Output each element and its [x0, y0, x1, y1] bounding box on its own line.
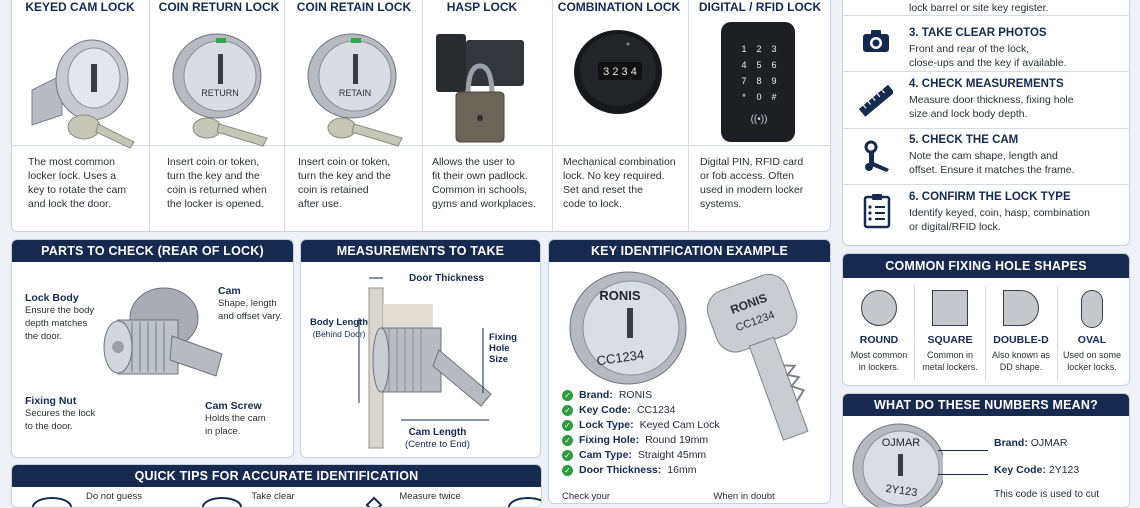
tip-4: Check your — [561, 491, 611, 502]
check-icon: ✓ — [562, 420, 573, 431]
fixing-nut-callout: Fixing Nut Secures the lock to the door. — [25, 395, 96, 432]
keypad-key: 2 — [756, 44, 762, 54]
digital-lock-image — [721, 22, 795, 142]
lock-body-callout: Lock Body Ensure the body depth matches the door. — [25, 292, 95, 342]
keypad-key: * — [742, 92, 746, 102]
cam-length-label: Cam Length (Centre to End) — [405, 427, 470, 450]
lock-name: COIN RETURN LOCK — [158, 0, 280, 14]
step-photos: 3. TAKE CLEAR PHOTOS Front and rear of the lock, close-ups and the key if available. — [843, 16, 1129, 72]
lock-desc: Mechanical combination lock. No key required. Set and reset the code to lock. — [563, 156, 676, 210]
numbers-panel — [842, 393, 1130, 508]
lock-desc: The most common locker lock. Uses a key to rotate the cam and lock the door. — [28, 156, 127, 210]
key-detail-row: ✓ Cam Type: Straight 45mm — [562, 448, 706, 462]
key-detail-row: ✓ Door Thickness: 16mm — [562, 463, 696, 477]
tip-2: Take clear — [251, 491, 295, 502]
steps-panel — [842, 0, 1130, 246]
step-cam: 5. CHECK THE CAM Note the cam shape, length and offset. Ensure it matches the frame. — [843, 129, 1129, 185]
checklist-icon — [863, 193, 891, 229]
ronis-face-brand: RONIS — [599, 288, 641, 303]
key-detail-row: ✓ Fixing Hole: Round 19mm — [562, 433, 708, 447]
tip-1: Do not guess — [86, 491, 142, 502]
tip-5: When in doubt — [713, 491, 775, 502]
round-shape-icon — [861, 290, 897, 326]
lock-desc: Allows the user to fit their own padlock. Common in schools, gyms and workplaces. — [432, 156, 536, 210]
numbers-title: WHAT DO THESE NUMBERS MEAN? — [843, 394, 1129, 416]
keypad-key: # — [771, 92, 777, 102]
shapes-title: COMMON FIXING HOLE SHAPES — [843, 254, 1129, 278]
tip-3: Measure twice — [399, 491, 461, 502]
ruler-icon — [859, 83, 893, 117]
parts-title: PARTS TO CHECK (REAR OF LOCK) — [12, 240, 293, 262]
keypad-key: 4 — [741, 60, 747, 70]
combination-lock-image — [570, 22, 670, 122]
step-partial-text: lock barrel or site key register. — [909, 2, 1049, 14]
ojmar-face-brand: OJMAR — [881, 437, 921, 449]
keypad-key: 5 — [756, 60, 762, 70]
body-length-label: Body Length (Behind Door) — [310, 317, 369, 339]
keypad-key: 1 — [741, 44, 747, 54]
key-detail-row: ✓ Brand: RONIS — [562, 388, 652, 402]
lock-name: HASP LOCK — [446, 0, 518, 14]
check-icon: ✓ — [562, 390, 573, 401]
oval-shape-icon — [1081, 290, 1103, 328]
cam-callout: Cam Shape, length and offset vary. — [218, 285, 283, 322]
combination-digits: 3 2 3 4 — [603, 66, 637, 78]
key-code-line: Key Code: 2Y123 — [994, 464, 1080, 476]
lock-desc: Insert coin or token, turn the key and the coin is returned when the locker is opened. — [167, 156, 267, 210]
camera-icon — [861, 26, 891, 56]
check-icon: ✓ — [562, 405, 573, 416]
step-confirm: 6. CONFIRM THE LOCK TYPE Identify keyed, coin, hasp, combination or digital/RFID lock. — [843, 185, 1129, 241]
step-measurements: 4. CHECK MEASUREMENTS Measure door thickness, fixing hole size and lock body depth. — [843, 73, 1129, 129]
ojmar-lock-face-image — [847, 418, 943, 508]
key-id-title: KEY IDENTIFICATION EXAMPLE — [549, 240, 830, 262]
keypad-key: 0 — [756, 92, 762, 102]
lock-desc: Insert coin or token, turn the key and the coin is retained after use. — [298, 156, 391, 210]
brand-line: Brand: OJMAR — [994, 437, 1068, 449]
ronis-lock-face-image — [565, 268, 695, 398]
ojmar-face-code: 2Y123 — [884, 482, 919, 500]
keypad-key: 7 — [741, 76, 747, 86]
tips-title: QUICK TIPS FOR ACCURATE IDENTIFICATION — [12, 465, 541, 487]
rfid-icon: ((•)) — [750, 114, 768, 125]
measurements-title: MEASUREMENTS TO TAKE — [301, 240, 540, 262]
ronis-key-code: CC1234 — [734, 309, 777, 335]
check-icon: ✓ — [562, 435, 573, 446]
fixing-hole-label: Fixing Hole Size — [489, 332, 517, 365]
lock-name: COMBINATION LOCK — [557, 0, 681, 14]
ronis-face-code: CC1234 — [595, 346, 646, 369]
ronis-key-brand: RONIS — [728, 290, 769, 317]
numbers-note: This code is used to cut — [994, 489, 1100, 500]
measurements-panel — [300, 239, 541, 458]
coin-return-badge: RETURN — [201, 88, 239, 98]
coin-retain-badge: RETAIN — [338, 88, 372, 98]
check-icon: ✓ — [562, 450, 573, 461]
lock-name: KEYED CAM LOCK — [25, 0, 135, 14]
keypad-key: 3 — [771, 44, 777, 54]
keypad-key: 9 — [771, 76, 777, 86]
keypad — [737, 42, 781, 104]
cam-screw-callout: Cam Screw Holds the cam in place. — [205, 400, 266, 437]
lock-desc: Digital PIN, RFID card or fob access. Often used in modern locker systems. — [700, 156, 804, 210]
door-thickness-label: Door Thickness — [409, 273, 485, 284]
double-d-shape-icon — [1003, 290, 1039, 326]
cam-icon — [861, 139, 893, 173]
keypad-key: 6 — [771, 60, 777, 70]
keyed-cam-lock-image — [22, 20, 142, 150]
key-detail-row: ✓ Key Code: CC1234 — [562, 403, 675, 417]
key-detail-row: ✓ Lock Type: Keyed Cam Lock — [562, 418, 720, 432]
square-shape-icon — [932, 290, 968, 326]
keypad-key: 8 — [756, 76, 762, 86]
coin-retain-lock-image — [300, 20, 410, 150]
shapes-panel: COMMON FIXING HOLE SHAPES ROUND Most common in lockers. SQUARE Common in metal lockers. DOUBLE-D Also known as DD shape. OVAL Used on some locker locks. — [842, 253, 1130, 386]
check-icon: ✓ — [562, 465, 573, 476]
parts-panel — [11, 239, 294, 458]
lock-name: DIGITAL / RFID LOCK — [698, 0, 822, 14]
hasp-lock-image — [430, 26, 530, 148]
lock-name: COIN RETAIN LOCK — [296, 0, 412, 14]
rear-lock-image — [94, 280, 224, 410]
coin-return-lock-image — [165, 20, 275, 150]
